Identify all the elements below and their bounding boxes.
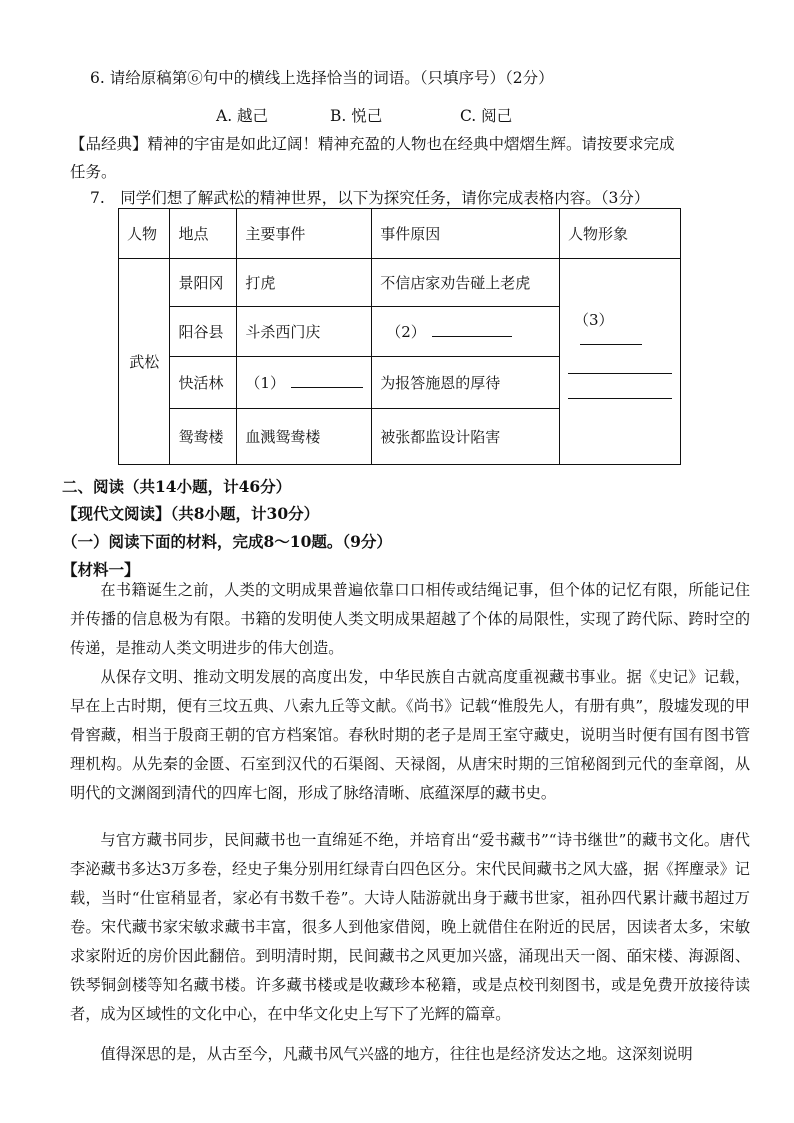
- place-1: 景阳冈: [170, 259, 237, 307]
- character-cell: 武松: [119, 259, 170, 465]
- header-event: 主要事件: [237, 209, 372, 259]
- image-blank-label: （3）: [573, 311, 614, 329]
- cause-2-label: （2）: [386, 323, 426, 341]
- event-3-cell[interactable]: [237, 357, 372, 409]
- event-3-blank[interactable]: [291, 373, 363, 388]
- question-6: 6. 请给原稿第⑥句中的横线上选择恰当的词语。（只填序号）（2分）: [90, 69, 554, 87]
- place-3: 快活林: [170, 357, 237, 409]
- place-2: 阳谷县: [170, 307, 237, 357]
- question-7: 7. 同学们想了解武松的精神世界，以下为探究任务，请你完成表格内容。（3分）: [90, 189, 650, 207]
- section-title: 二、阅读（共14小题，计46分）: [62, 477, 292, 496]
- section-sub: 【现代文阅读】（共8小题，计30分）: [62, 504, 320, 523]
- image-blank-line[interactable]: [580, 330, 642, 345]
- header-cause: 事件原因: [372, 209, 560, 259]
- paragraph-2: 从保存文明、推动文明发展的高度出发，中华民族自古就高度重视藏书事业。据《史记》记载，早在上古时期，便有三坟五典、八索九丘等文献。《尚书》记载“惟殷先人，有册有典”，殷墟发现的甲骨窖藏，相当于殷商王朝的官方档案馆。春秋时期的老子是周王室守藏史，说明当时便有国有图书管理机构。从先秦的金匮、石室到汉代的石渠阁、天禄阁，从唐宋时期的三馆秘阁到元代的奎章阁，从明代的文渊阁到清代的四库七阁，形成了脉络清晰、底蕴深厚的藏书史。: [70, 668, 750, 802]
- wusong-table: [118, 208, 681, 465]
- header-image: 人物形象: [559, 209, 680, 259]
- answer-line[interactable]: [568, 373, 672, 374]
- event-2: 斗杀西门庆: [237, 307, 372, 357]
- event-1: 打虎: [237, 259, 372, 307]
- event-3-label: （1）: [245, 374, 285, 392]
- cause-4: 被张都监设计陷害: [372, 409, 560, 465]
- option-c[interactable]: C. 阅己: [460, 107, 513, 125]
- paragraph-1: 在书籍诞生之前，人类的文明成果普遍依靠口口相传或结绳记事，但个体的记忆有限，所能记住并传播的信息极为有限。书籍的发明使人类文明成果超越了个体的局限性，实现了跨代际、跨时空的传递，是推动人类文明进步的伟大创造。: [70, 581, 750, 657]
- pinjingdian-line1: 【品经典】精神的宇宙是如此辽阔！精神充盈的人物也在经典中熠熠生辉。请按要求完成: [70, 135, 675, 153]
- cause-2-cell[interactable]: [372, 307, 560, 357]
- pinjingdian-line2: 任务。: [70, 163, 117, 181]
- section-part: （一）阅读下面的材料，完成8～10题。（9分）: [62, 532, 392, 551]
- place-4: 鸳鸯楼: [170, 409, 237, 465]
- cause-1: 不信店家劝告碰上老虎: [372, 259, 560, 307]
- option-b[interactable]: B. 悦己: [330, 107, 383, 125]
- image-cell[interactable]: [559, 259, 680, 465]
- material-title: 【材料一】: [62, 560, 140, 579]
- event-4: 血溅鸳鸯楼: [237, 409, 372, 465]
- cause-2-blank[interactable]: [432, 322, 512, 337]
- answer-line[interactable]: [568, 398, 672, 399]
- paragraph-4: 值得深思的是，从古至今，凡藏书风气兴盛的地方，往往也是经济发达之地。这深刻说明: [100, 1045, 693, 1063]
- header-character: 人物: [119, 209, 170, 259]
- cause-3: 为报答施恩的厚待: [372, 357, 560, 409]
- header-place: 地点: [170, 209, 237, 259]
- paragraph-3: 与官方藏书同步，民间藏书也一直绵延不绝，并培育出“爱书藏书”“诗书继世”的藏书文化。唐代李泌藏书多达3万多卷，经史子集分别用红绿青白四色区分。宋代民间藏书之风大盛，据《挥麈录》记载，当时“仕宦稍显者，家必有书数千卷”。大诗人陆游就出身于藏书世家，祖孙四代累计藏书超过万卷。宋代藏书家宋敏求藏书丰富，很多人到他家借阅，晚上就借住在附近的民居，因读者太多，宋敏求家附近的房价因此翻倍。到明清时期，民间藏书之风更加兴盛，涌现出天一阁、皕宋楼、海源阁、铁琴铜剑楼等知名藏书楼。许多藏书楼或是收藏珍本秘籍，或是点校刊刻图书，或是免费开放接待读者，成为区域性的文化中心，在中华文化史上写下了光辉的篇章。: [70, 831, 750, 1023]
- option-a[interactable]: A. 越己: [216, 107, 269, 125]
